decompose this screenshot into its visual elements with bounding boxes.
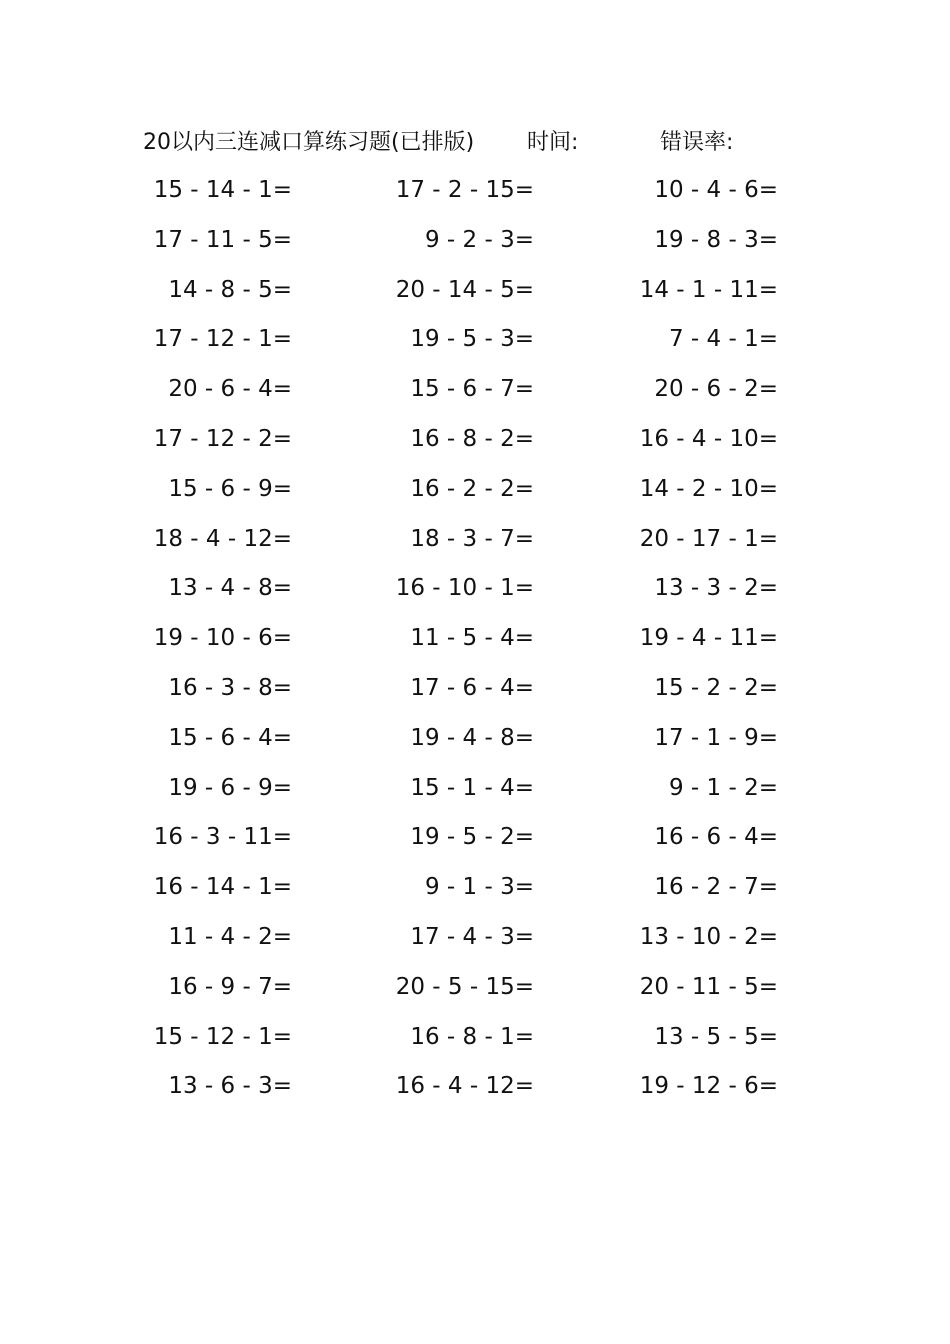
problem: 16 - 6 - 4= (654, 824, 778, 851)
problem: 19 - 5 - 3= (410, 326, 534, 353)
problem-row (0, 1062, 950, 1112)
problem: 13 - 3 - 2= (654, 575, 778, 602)
problem: 13 - 6 - 3= (168, 1073, 292, 1100)
problem: 17 - 1 - 9= (654, 724, 778, 751)
problem: 16 - 8 - 2= (410, 425, 534, 452)
problem-row (0, 764, 950, 814)
problem: 19 - 12 - 6= (639, 1073, 778, 1100)
problem: 20 - 6 - 2= (654, 376, 778, 403)
problem-grid (0, 166, 950, 1112)
problem: 17 - 4 - 3= (410, 923, 534, 950)
problem: 17 - 2 - 15= (395, 177, 534, 203)
problem: 16 - 3 - 11= (153, 824, 292, 851)
problem: 15 - 6 - 4= (168, 724, 292, 751)
problem: 11 - 4 - 2= (168, 923, 292, 950)
problem: 16 - 2 - 2= (410, 475, 534, 502)
problem: 16 - 3 - 8= (168, 674, 292, 701)
problem: 10 - 4 - 6= (654, 177, 778, 203)
problem: 19 - 4 - 8= (410, 724, 534, 751)
worksheet-header (143, 125, 803, 161)
problem-row (0, 614, 950, 664)
problem: 14 - 2 - 10= (639, 475, 778, 502)
problem-row (0, 913, 950, 963)
problem: 19 - 6 - 9= (168, 774, 292, 801)
problem: 20 - 6 - 4= (168, 376, 292, 403)
problem: 13 - 5 - 5= (654, 1023, 778, 1050)
problem: 20 - 11 - 5= (639, 973, 778, 1000)
problem-row (0, 365, 950, 415)
problem: 20 - 5 - 15= (395, 973, 534, 1000)
problem: 17 - 12 - 2= (153, 425, 292, 452)
problem: 16 - 14 - 1= (153, 874, 292, 901)
problem-row (0, 664, 950, 714)
problem: 16 - 2 - 7= (654, 874, 778, 901)
problem: 11 - 5 - 4= (410, 625, 534, 652)
worksheet-title: 20以内三连减口算练习题(已排版) (143, 130, 475, 155)
problem-row (0, 166, 950, 216)
problem-row (0, 465, 950, 515)
problem: 20 - 14 - 5= (395, 276, 534, 303)
problem-row (0, 415, 950, 465)
problem: 20 - 17 - 1= (639, 525, 778, 552)
problem: 9 - 1 - 3= (424, 874, 534, 901)
problem-row (0, 1013, 950, 1063)
problem: 15 - 12 - 1= (153, 1023, 292, 1050)
problem: 16 - 10 - 1= (395, 575, 534, 602)
problem: 9 - 2 - 3= (424, 226, 534, 253)
problem: 16 - 4 - 12= (395, 1073, 534, 1100)
problem: 15 - 6 - 7= (410, 376, 534, 403)
problem: 15 - 6 - 9= (168, 475, 292, 502)
problem-row (0, 216, 950, 266)
problem-row (0, 515, 950, 565)
problem: 19 - 10 - 6= (153, 625, 292, 652)
problem: 14 - 1 - 11= (639, 276, 778, 303)
problem: 16 - 4 - 10= (639, 425, 778, 452)
problem: 18 - 4 - 12= (153, 525, 292, 552)
problem: 19 - 4 - 11= (639, 625, 778, 652)
problem-row (0, 266, 950, 316)
problem: 14 - 8 - 5= (168, 276, 292, 303)
problem: 17 - 6 - 4= (410, 674, 534, 701)
problem-row (0, 564, 950, 614)
problem: 9 - 1 - 2= (668, 774, 778, 801)
problem: 17 - 12 - 1= (153, 326, 292, 353)
problem: 16 - 9 - 7= (168, 973, 292, 1000)
problem: 19 - 8 - 3= (654, 226, 778, 253)
problem: 15 - 14 - 1= (153, 177, 292, 203)
problem-row (0, 714, 950, 764)
time-label: 时间: (527, 130, 579, 155)
problem-row (0, 863, 950, 913)
problem: 17 - 11 - 5= (153, 226, 292, 253)
problem: 15 - 1 - 4= (410, 774, 534, 801)
problem: 19 - 5 - 2= (410, 824, 534, 851)
problem-row (0, 813, 950, 863)
problem: 13 - 4 - 8= (168, 575, 292, 602)
problem: 7 - 4 - 1= (668, 326, 778, 353)
problem: 13 - 10 - 2= (639, 923, 778, 950)
problem-row (0, 963, 950, 1013)
problem: 15 - 2 - 2= (654, 674, 778, 701)
error-rate-label: 错误率: (660, 130, 734, 155)
problem: 18 - 3 - 7= (410, 525, 534, 552)
problem-row (0, 315, 950, 365)
problem: 16 - 8 - 1= (410, 1023, 534, 1050)
